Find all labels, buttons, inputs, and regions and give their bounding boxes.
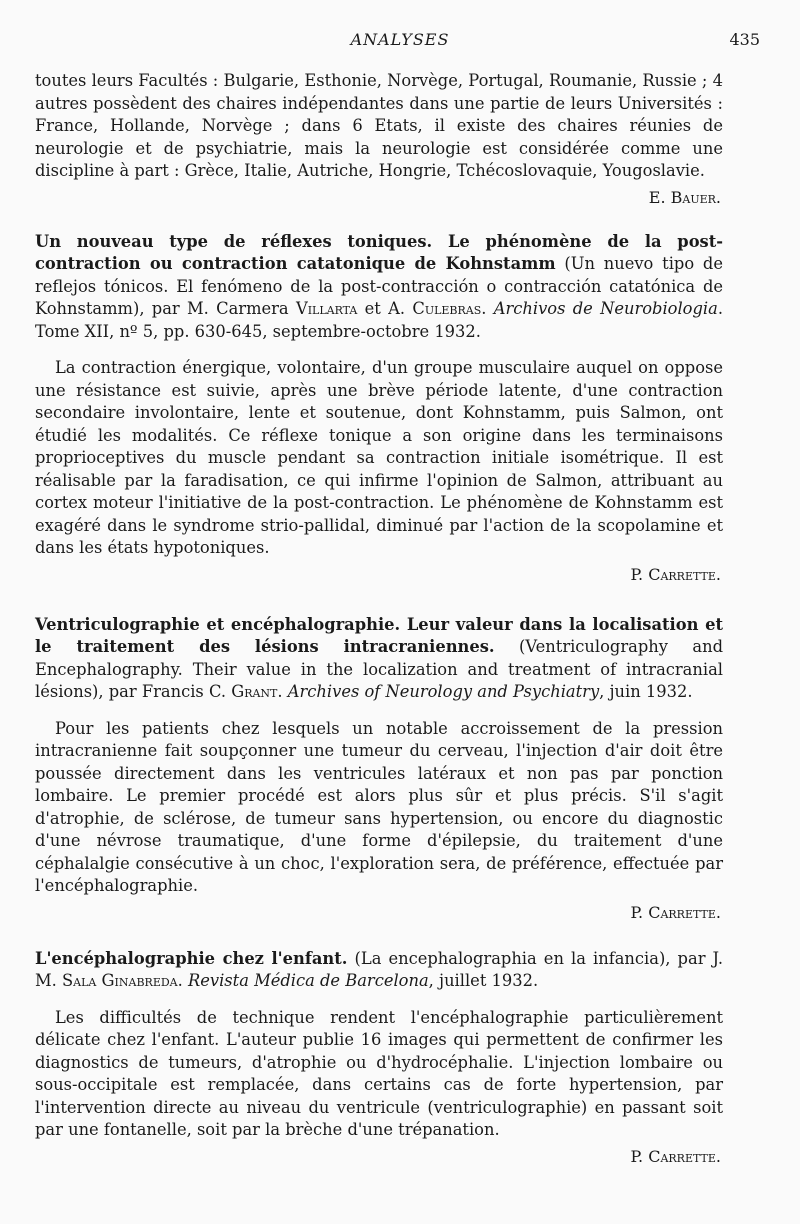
article-encephalographie-enfant — [35, 948, 723, 1168]
article-heading — [35, 948, 723, 993]
article-heading — [35, 614, 723, 704]
article-author: Culebras — [412, 299, 482, 318]
article-body: Pour les patients chez lesquels un notable accroissement de la pression intracranienne fait soupçonner une tumeur du cerveau, l'injection d'air doit être poussée directement dans les ventricules latéraux et non pas par ponction lombaire. Le premier procédé est alors plus sûr et plus précis. S'il s'agit d'atrophie, de sclérose, de tumeur sans hypertension, ou encore du diagnostic d'une névrose traumatique, d'une forme d'épilepsie, du traitement d'une céphalalgie consécutive à un choc, l'exploration sera, de préférence, effectuée par l'encéphalographie. — [35, 718, 723, 895]
page-number: 435 — [729, 30, 760, 49]
article-author: Villarta — [295, 299, 358, 318]
article-kohnstamm — [35, 231, 723, 586]
article-author: Grant — [231, 682, 278, 701]
journal-name: Revista Médica de Barcelona — [188, 971, 429, 990]
article-signature: P. Carrette. — [630, 1146, 721, 1166]
article-title: Un nouveau type de réflexes toniques. Le phénomène de la post-contraction ou contraction catatonique de Kohnstamm — [35, 231, 723, 273]
article-body: La contraction énergique, volontaire, d'un groupe musculaire auquel on oppose une résistance est suivie, après une brève période latente, d'une contraction secondaire involontaire, lente et soutenue, dont Kohnstamm, puis Salmon, ont étudié les modalités. Ce réflexe tonique a son origine dans les terminaisons proprioceptives du muscle pendant sa contraction initiale isométrique. Il est réalisable par la faradisation, ce qui infirme l'opinion de Salmon, attribuant au cortex moteur l'initiative de la post-contraction. Le phénomène de Kohnstamm est exagéré dans le syndrome strio-pallidal, diminué par l'action de la scopolamine et dans les états hypotoniques. — [35, 358, 723, 557]
journal-name: Archivos de Neurobiologia — [493, 299, 718, 318]
author-conjunction: et A. — [357, 299, 413, 318]
article-title: Ventriculographie et encéphalographie. Leur valeur dans la localisation et le traitement des lésions intracraniennes. — [35, 614, 723, 656]
article-signature: P. Carrette. — [630, 902, 721, 922]
journal-name: Archives of Neurology and Psychiatry — [287, 682, 600, 701]
citation-separator: . — [177, 971, 188, 990]
page-header — [36, 30, 764, 54]
article-original-reference: (La encephalographia en la infancia), par J. M. — [35, 948, 723, 990]
running-title: ANALYSES — [350, 30, 450, 49]
article-original-reference: (Ventriculography and Encephalography. Their value in the localization and treatment of intracranial lésions), par Francis C. — [35, 637, 724, 701]
article-original-reference: (Un nuevo tipo de reflejos tónicos. El fenómeno de la post-contracción o contracción catatónica de Kohnstamm), par M. Carmera — [35, 254, 723, 318]
intro-paragraph: toutes leurs Facultés : Bulgarie, Esthonie, Norvège, Portugal, Roumanie, Russie ; 4 autres possèdent des chaires indépendantes dans une partie de leurs Universités : France, Hollande, Norvège ; dans 6 Etats, il existe des chaires réunies de neurologie et de psychiatrie, mais la neurologie est considérée comme une discipline à part : Grèce, Italie, Autriche, Hongrie, Tchécoslovaquie, Yougoslavie. — [35, 71, 723, 180]
article-body: Les difficultés de technique rendent l'encéphalographie particulièrement délicate chez l'enfant. L'auteur publie 16 images qui permettent de confirmer les diagnostics de tumeurs, d'atrophie ou d'hydrocéphalie. L'injection lombaire ou sous-occipitale est remplacée, dans certains cas de forte hypertension, par l'intervention directe au niveau du ventricule (ventriculographie) en passant soit par une fontanelle, soit par la brèche d'une trépanation. — [35, 1007, 723, 1139]
citation-separator: . — [481, 299, 494, 318]
article-citation — [35, 614, 723, 704]
article-ventriculographie — [35, 614, 723, 924]
citation-separator: . — [277, 682, 288, 701]
intro-continuation — [35, 70, 723, 209]
article-citation — [35, 231, 723, 344]
publication-details: , juin 1932. — [599, 682, 693, 701]
article-author: Sala Ginabreda — [62, 971, 178, 990]
intro-signature: E. Bauer. — [648, 187, 721, 207]
article-signature: P. Carrette. — [630, 564, 721, 584]
page-content — [35, 70, 723, 1168]
publication-details: . Tome XII, nº 5, pp. 630-645, septembre-octobre 1932. — [35, 299, 724, 341]
article-title: L'encéphalographie chez l'enfant. — [35, 948, 348, 968]
publication-details: , juillet 1932. — [428, 971, 539, 990]
article-heading — [35, 231, 723, 344]
article-citation — [35, 948, 723, 993]
